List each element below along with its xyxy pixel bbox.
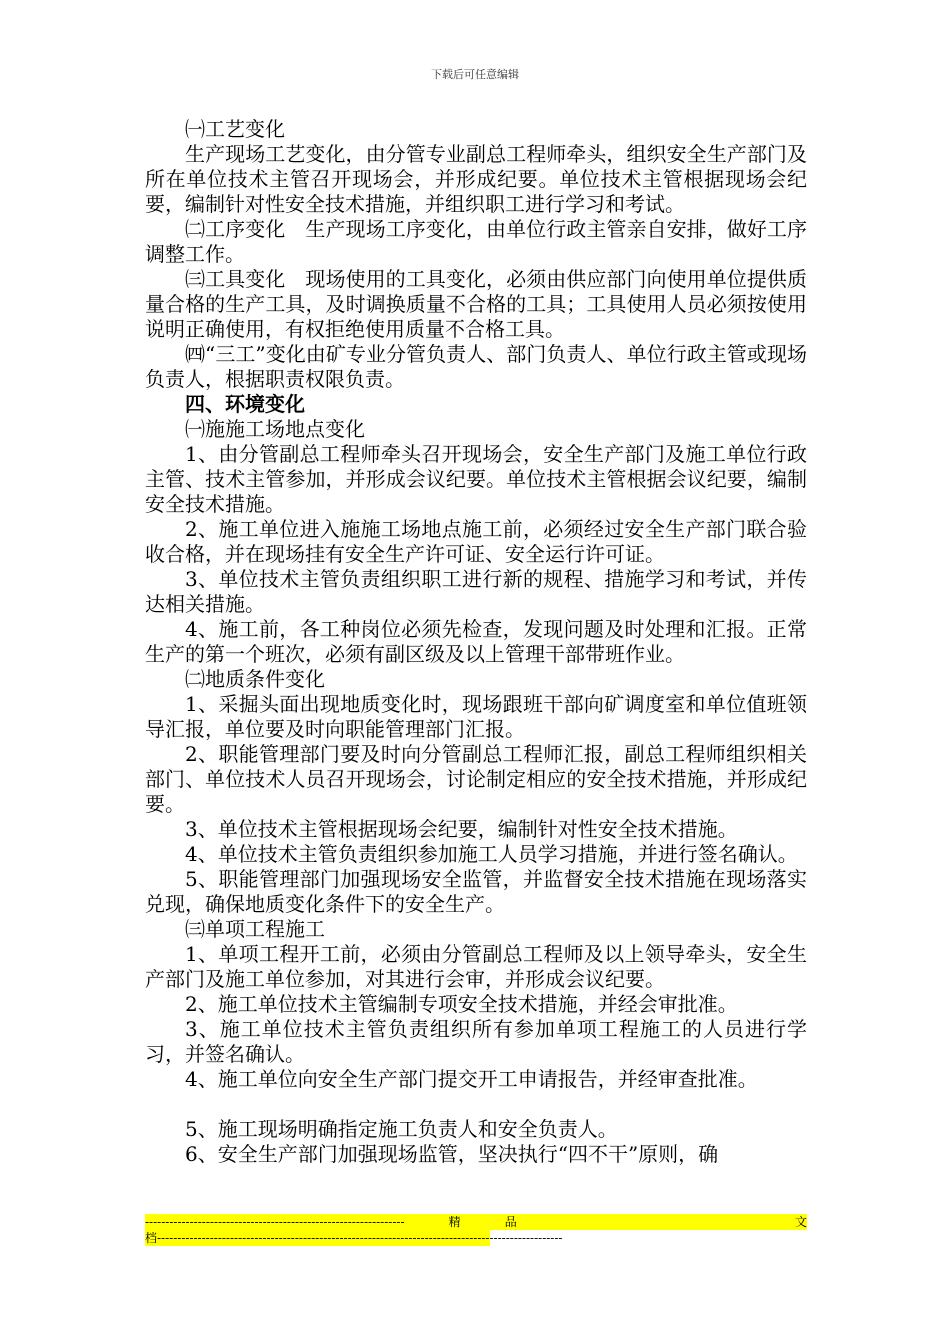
paragraph: 3、单位技术主管负责组织职工进行新的规程、措施学习和考试，并传达相关措施。 xyxy=(145,567,807,616)
paragraph: ㈡工序变化 生产现场工序变化，由单位行政主管亲自安排，做好工序调整工作。 xyxy=(145,217,807,266)
paragraph: 1、由分管副总工程师牵头召开现场会，安全生产部门及施工单位行政主管、技术主管参加，并形成会议纪要。单位技术主管根据会议纪要，编制安全技术措施。 xyxy=(145,442,807,516)
footer-char-1: 精 xyxy=(448,1215,461,1229)
paragraph: 4、单位技术主管负责组织参加施工人员学习措施，并进行签名确认。 xyxy=(185,842,798,866)
footer-line-2: 档---------------------------------------------------------------------------------------------------- xyxy=(145,1231,563,1245)
paragraph: 4、施工单位向安全生产部门提交开工申请报告，并经审查批准。 xyxy=(185,1067,758,1091)
footer-dashes: ---------------------------------------------------------------- xyxy=(145,1215,405,1229)
paragraph: 生产现场工艺变化，由分管专业副总工程师牵头，组织安全生产部门及所在单位技术主管召开现场会，并形成纪要。单位技术主管根据现场会纪要，编制针对性安全技术措施，并组织职工进行学习和考试。 xyxy=(145,142,807,216)
footer-line-1 xyxy=(145,1214,807,1230)
document-body xyxy=(145,117,807,1167)
paragraph: 5、职能管理部门加强现场安全监管，并监督安全技术措施在现场落实兑现，确保地质变化条件下的安全生产。 xyxy=(145,867,807,916)
paragraph: ㈣“三工”变化由矿专业分管负责人、部门负责人、单位行政主管或现场负责人，根据职责权限负责。 xyxy=(145,342,807,391)
paragraph: ㈡地质条件变化 xyxy=(185,667,325,691)
paragraph: ㈠工艺变化 xyxy=(185,117,285,141)
footer-char-3: 文 xyxy=(794,1215,807,1229)
paragraph: 3、施工单位技术主管负责组织所有参加单项工程施工的人员进行学习，并签名确认。 xyxy=(145,1017,807,1066)
page-footer xyxy=(145,1214,807,1246)
paragraph: 5、施工现场明确指定施工负责人和安全负责人。 xyxy=(185,1117,618,1141)
paragraph: 2、施工单位进入施施工场地点施工前，必须经过安全生产部门联合验收合格，并在现场挂有安全生产许可证、安全运行许可证。 xyxy=(145,517,807,566)
paragraph: 4、施工前，各工种岗位必须先检查，发现问题及时处理和汇报。正常生产的第一个班次，必须有副区级及以上管理干部带班作业。 xyxy=(145,617,807,666)
paragraph: 2、职能管理部门要及时向分管副总工程师汇报，副总工程师组织相关部门、单位技术人员召开现场会，讨论制定相应的安全技术措施，并形成纪要。 xyxy=(145,742,807,816)
footer-char-2: 品 xyxy=(504,1215,517,1229)
paragraph: 3、单位技术主管根据现场会纪要，编制针对性安全技术措施。 xyxy=(185,817,738,841)
paragraph: 6、安全生产部门加强现场监管，坚决执行“四不干”原则，确 xyxy=(185,1142,719,1166)
page-header: 下载后可任意编辑 xyxy=(431,68,519,81)
paragraph: 1、单项工程开工前，必须由分管副总工程师及以上领导牵头，安全生产部门及施工单位参加，对其进行会审，并形成会议纪要。 xyxy=(145,942,807,991)
paragraph: ㈢单项工程施工 xyxy=(185,917,325,941)
section-heading: 四、环境变化 xyxy=(185,392,305,416)
paragraph: ㈠施施工场地点变化 xyxy=(185,417,365,441)
paragraph: 2、施工单位技术主管编制专项安全技术措施，并经会审批准。 xyxy=(185,992,738,1016)
paragraph: 1、采掘头面出现地质变化时，现场跟班干部向矿调度室和单位值班领导汇报，单位要及时向职能管理部门汇报。 xyxy=(145,692,807,741)
paragraph: ㈢工具变化 现场使用的工具变化，必须由供应部门向使用单位提供质量合格的生产工具，及时调换质量不合格的工具；工具使用人员必须按使用说明正确使用，有权拒绝使用质量不合格工具。 xyxy=(145,267,807,341)
